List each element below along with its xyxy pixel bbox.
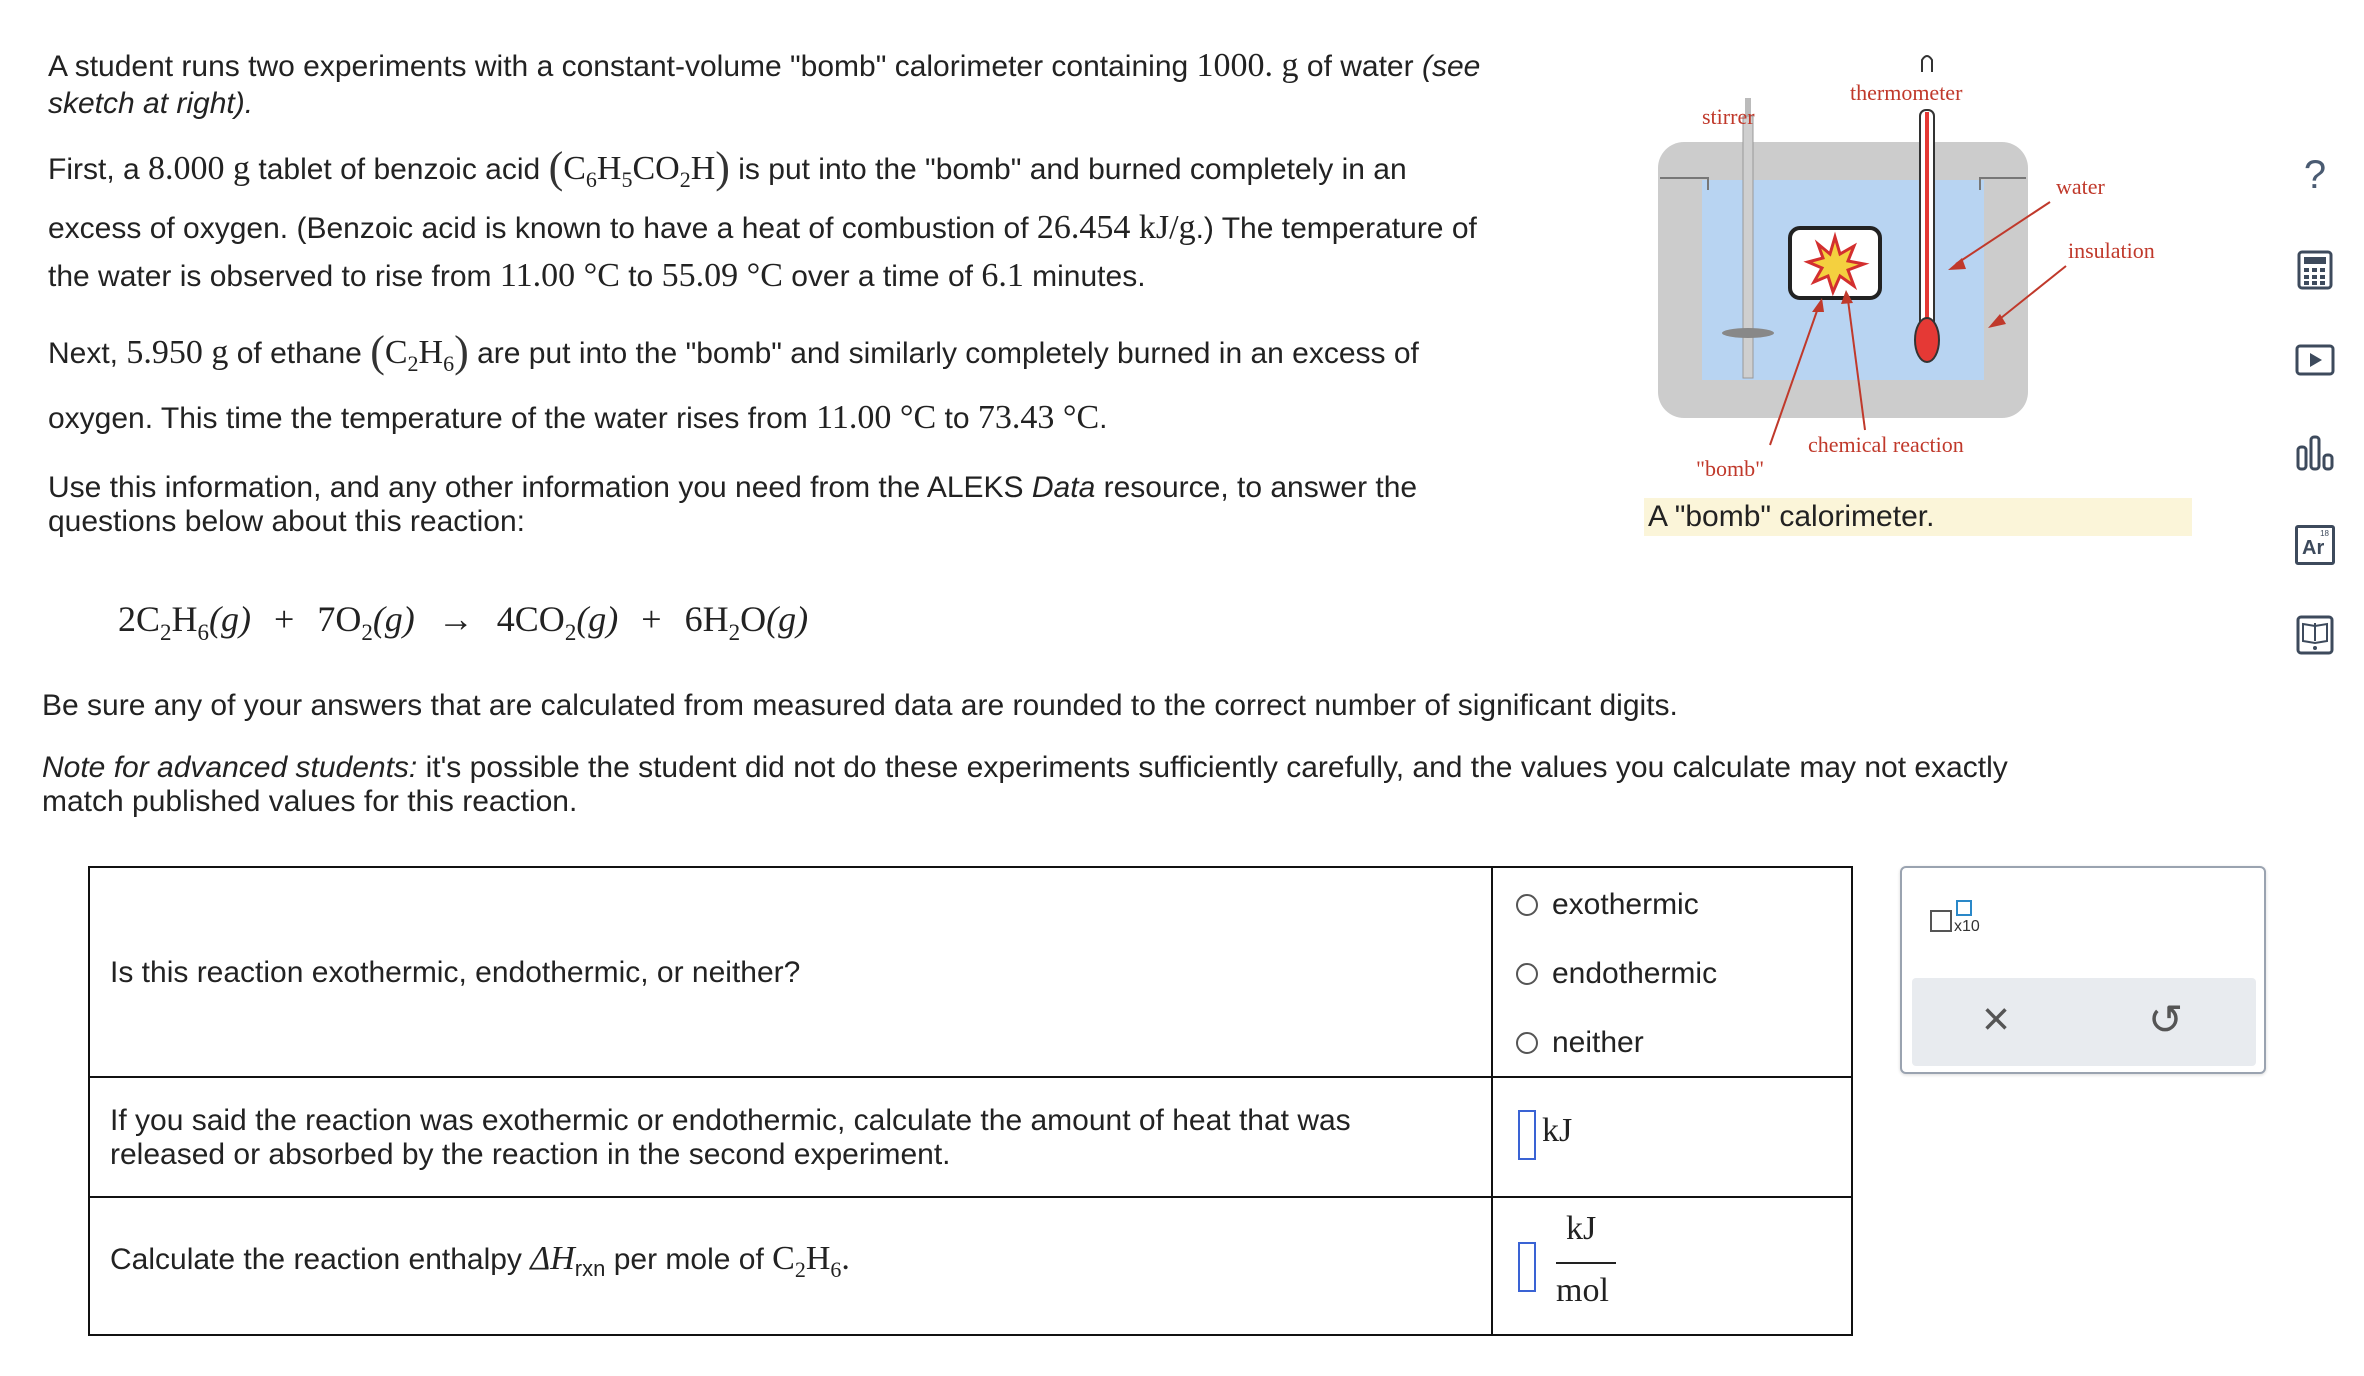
thermometer-label: thermometer <box>1850 80 1963 105</box>
x10-button[interactable]: x10 <box>1954 918 1980 935</box>
stirrer-rod <box>1743 116 1753 378</box>
question-row-2 <box>90 1078 1851 1198</box>
help-icon[interactable]: ? <box>2303 152 2327 197</box>
kj-numerator: kJ <box>1566 1210 1597 1247</box>
para1-line-3: the water is observed to rise from 11.00 °C to 55.09 °C over a time of 6.1 minutes. <box>48 257 1146 294</box>
radio-circle[interactable] <box>1516 963 1538 985</box>
diagram-caption: A "bomb" calorimeter. <box>1644 498 2192 536</box>
question-table <box>88 866 1853 1336</box>
stirrer-label: stirrer <box>1702 104 1755 129</box>
insulation-label: insulation <box>2068 238 2155 263</box>
radio-circle[interactable] <box>1516 894 1538 916</box>
book-icon[interactable] <box>2290 610 2340 660</box>
kj-unit-label: kJ <box>1542 1112 1573 1149</box>
radio-exothermic[interactable]: exothermic <box>1516 888 1699 922</box>
enthalpy-answer-input[interactable] <box>1518 1242 1536 1292</box>
fraction-bar <box>1556 1262 1616 1264</box>
reaction-arrow: → <box>437 599 474 639</box>
question-row-3 <box>90 1198 1851 1334</box>
water-label: water <box>2056 174 2105 199</box>
heat-answer-input[interactable] <box>1518 1110 1536 1160</box>
chart-icon[interactable] <box>2290 428 2340 478</box>
para1-line-2: excess of oxygen. (Benzoic acid is known to have a heat of combustion of 26.454 kJ/g.) The temperature of <box>48 209 1477 246</box>
question-2-text: If you said the reaction was exothermic or endothermic, calculate the amount of heat that was released or absorbed by the reaction in the second experiment. <box>110 1104 1351 1171</box>
x10-exponent-box[interactable] <box>1956 900 1972 916</box>
para1-line-1: First, a 8.000 g tablet of benzoic acid $(C_6H_5CO_2H)$ is put into the "bomb" and burned completely in an <box>48 143 1407 192</box>
periodic-table-icon[interactable]: 18 Ar <box>2290 520 2340 570</box>
sigfig-note: Be sure any of your answers that are calculated from measured data are rounded to the correct number of significant digits. <box>42 689 1678 722</box>
water-mass: 1000. g <box>1196 47 1299 84</box>
advanced-note-line-2: match published values for this reaction. <box>42 785 578 818</box>
question-3-text: Calculate the reaction enthalpy $\Delta H_{rxn}$ per mole of $C_2H_6$. <box>110 1240 850 1282</box>
answer-tools-panel <box>1900 866 2266 1074</box>
para3-line-2: questions below about this reaction: <box>48 505 525 538</box>
stirrer-paddle <box>1722 328 1774 338</box>
chemical-equation: $2C_2H_6(g) + 7O_2(g) \to 4CO_2(g) + 6H_2O(g)$ <box>118 599 809 645</box>
calculator-icon[interactable] <box>2290 245 2340 295</box>
para3-line-1: Use this information, and any other information you need from the ALEKS Data resource, to answer the <box>48 471 1418 504</box>
intro-line-2: sketch at right). <box>48 87 254 120</box>
para2-line-2: oxygen. This time the temperature of the water rises from 11.00 °C to 73.43 °C. <box>48 399 1108 436</box>
panel-action-bar <box>1912 978 2256 1066</box>
bomb-label: "bomb" <box>1696 456 1765 481</box>
mol-denominator: mol <box>1556 1272 1609 1309</box>
calorimeter-diagram <box>1640 50 2200 490</box>
ethane-formula: $C_2H_6$ <box>384 334 455 376</box>
radio-endothermic[interactable]: endothermic <box>1516 957 1717 991</box>
benzoic-acid-formula: $C_6H_5CO_2H$ <box>563 150 716 192</box>
radio-circle[interactable] <box>1516 1032 1538 1054</box>
question-row-1 <box>90 868 1851 1078</box>
radio-neither[interactable]: neither <box>1516 1026 1644 1060</box>
para2-line-1: Next, 5.950 g of ethane $(C_2H_6)$ are put into the "bomb" and similarly completely burned in an excess of <box>48 327 1419 376</box>
undo-button[interactable]: ↺ <box>2148 996 2184 1043</box>
thermometer-bulb <box>1915 318 1939 362</box>
clear-button[interactable]: × <box>1982 993 2011 1046</box>
video-icon[interactable] <box>2290 335 2340 385</box>
question-1-text: Is this reaction exothermic, endothermic, or neither? <box>110 956 801 989</box>
x10-base-box[interactable] <box>1930 910 1952 932</box>
chemical-reaction-label: chemical reaction <box>1808 432 1964 457</box>
advanced-note-line-1: Note for advanced students: it's possible the student did not do these experiments sufficiently carefully, and the values you calculate may not exactly <box>42 751 2008 784</box>
intro-line-1: A student runs two experiments with a constant-volume "bomb" calorimeter containing 1000. g of water (see <box>48 47 1481 84</box>
